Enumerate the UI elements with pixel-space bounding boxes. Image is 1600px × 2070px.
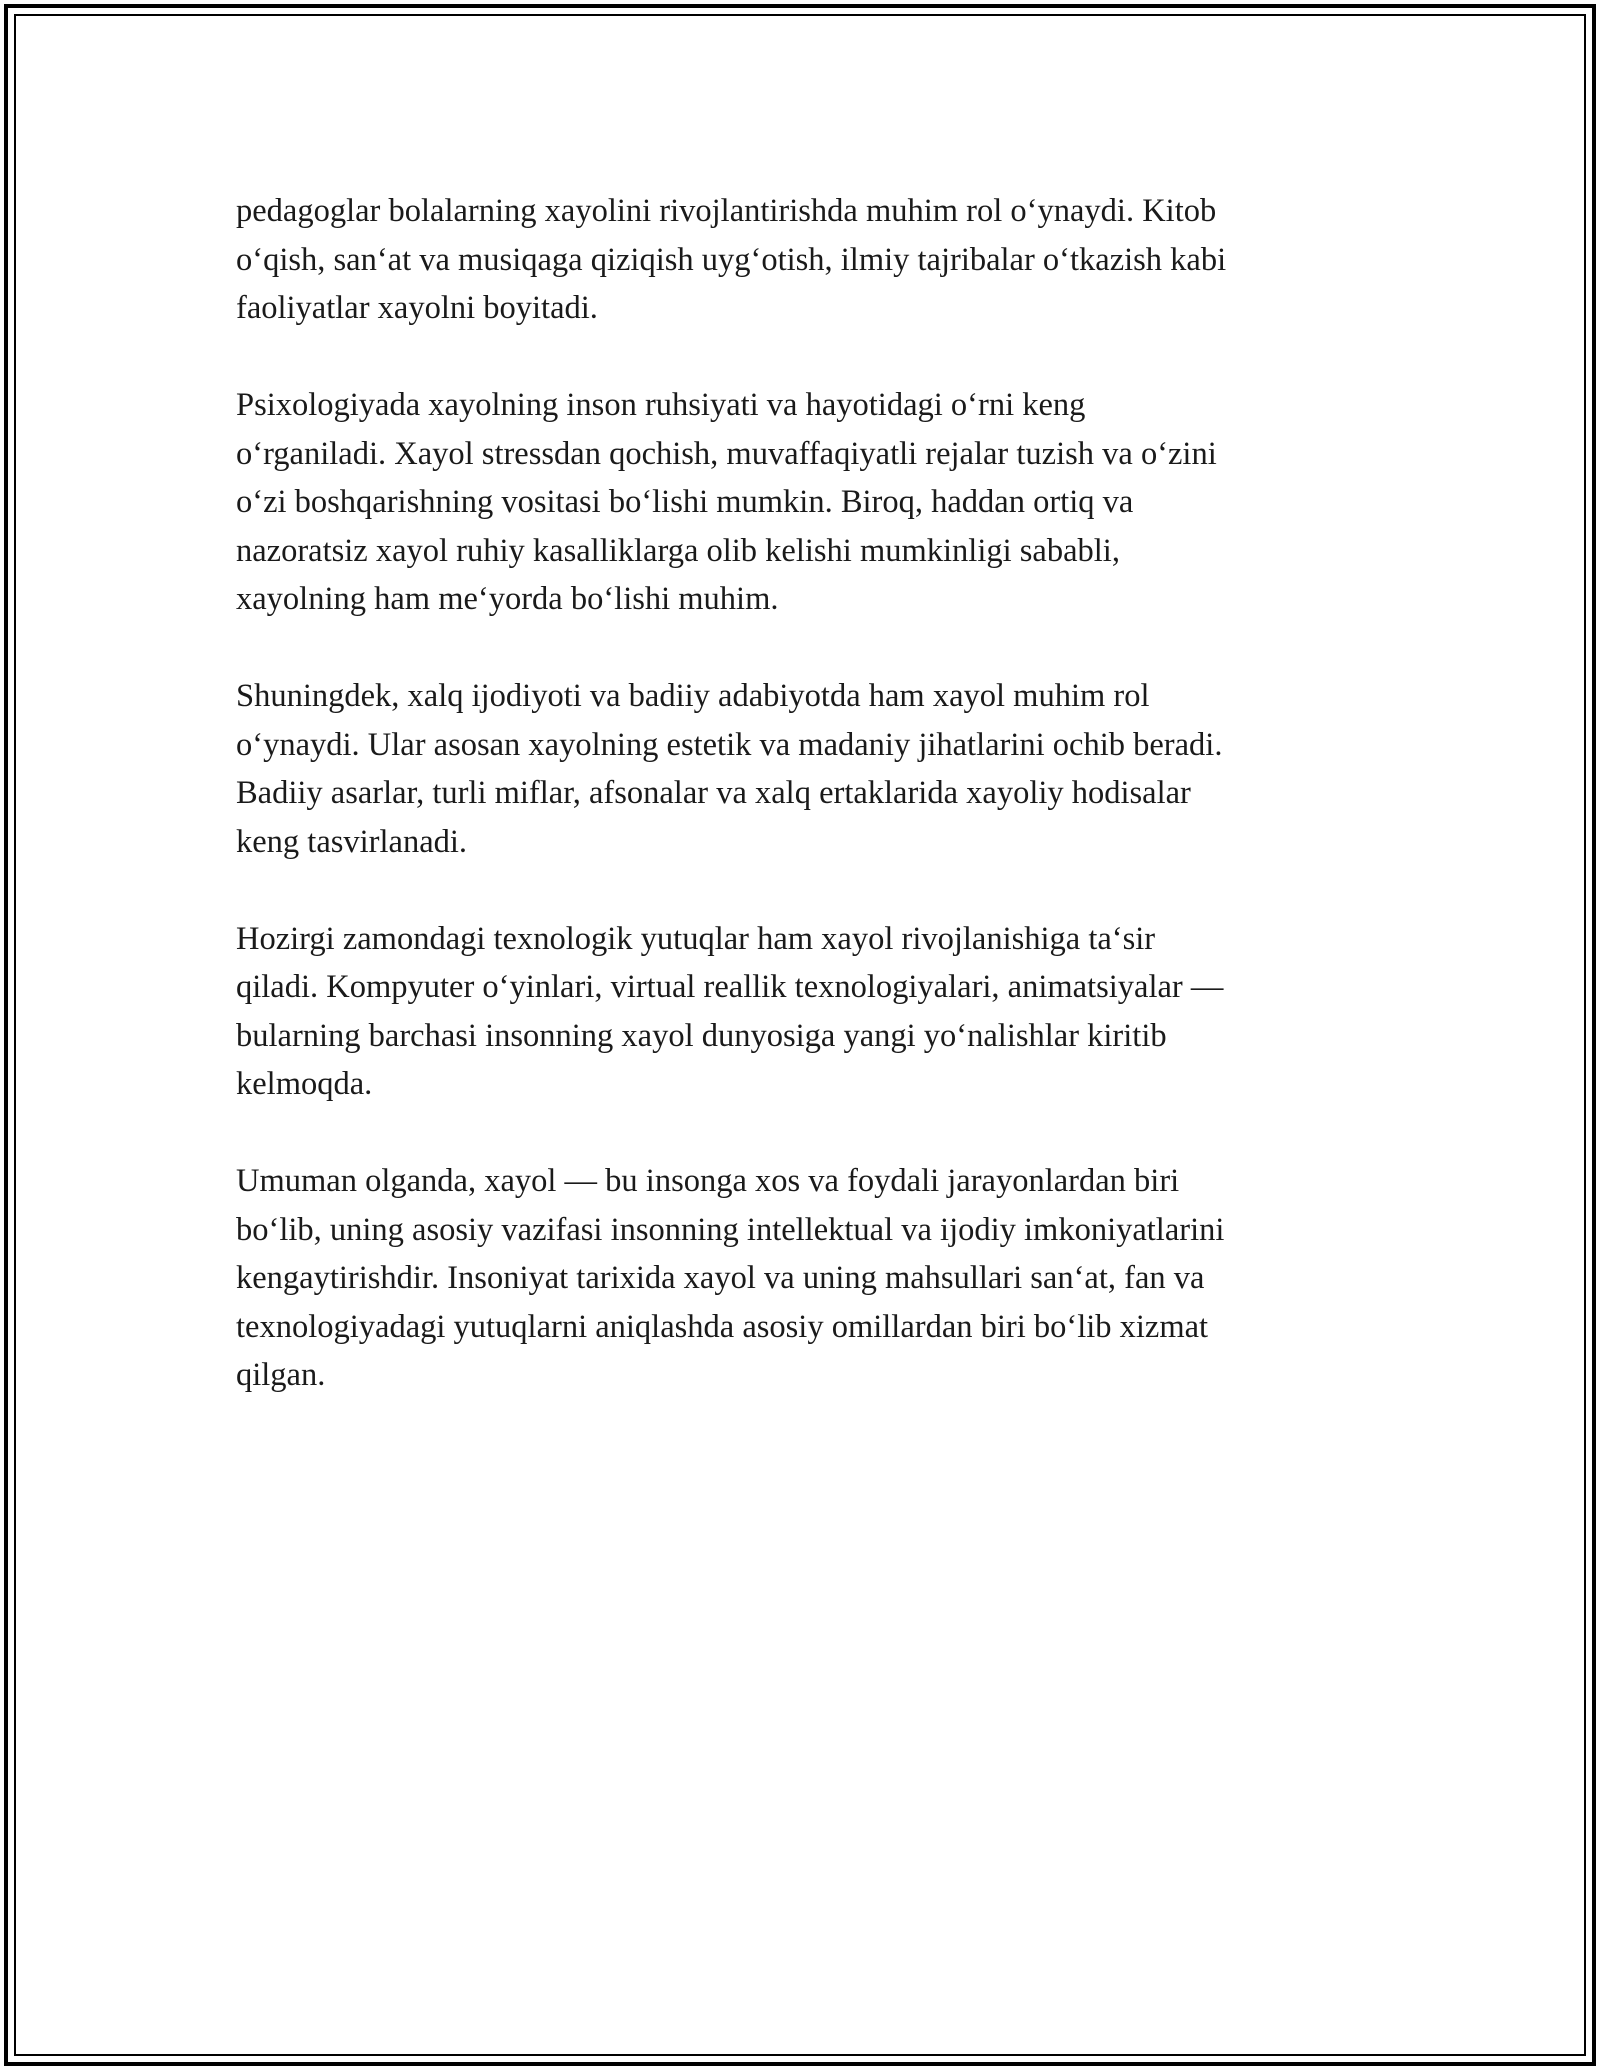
paragraph-1 xyxy=(236,187,1366,333)
text-line: Shuningdek, xalq ijodiyoti va badiiy adabiyotda ham xayol muhim rol xyxy=(236,678,1150,714)
text-line: o‘rganiladi. Xayol stressdan qochish, muvaffaqiyatli rejalar tuzish va o‘zini xyxy=(236,435,1217,472)
paragraph-3 xyxy=(236,672,1366,866)
text-line: xayolning ham me‘yorda bo‘lishi muhim. xyxy=(236,581,779,617)
text-line: bo‘lib, uning asosiy vazifasi insonning intellektual va ijodiy imkoniyatlarini xyxy=(236,1211,1225,1248)
text-line: texnologiyadagi yutuqlarni aniqlashda asosiy omillardan biri bo‘lib xizmat xyxy=(236,1308,1209,1345)
paragraph-5 xyxy=(236,1157,1366,1400)
text-line: kelmoqda. xyxy=(236,1066,373,1102)
text-line: qilgan. xyxy=(236,1357,326,1393)
text-line: Psixologiyada xayolning inson ruhsiyati va hayotidagi o‘rni keng xyxy=(236,387,1086,423)
text-line: nazoratsiz xayol ruhiy kasalliklarga olib kelishi mumkinligi sababli, xyxy=(236,532,1120,569)
text-line: Hozirgi zamondagi texnologik yutuqlar ham xayol rivojlanishiga ta‘sir xyxy=(236,920,1156,957)
document-body xyxy=(236,187,1366,1448)
text-line: o‘ynaydi. Ular asosan xayolning estetik va madaniy jihatlarini ochib beradi. xyxy=(236,726,1223,763)
paragraph-2 xyxy=(236,381,1366,624)
text-line: keng tasvirlanadi. xyxy=(236,823,468,860)
text-line: Badiiy asarlar, turli miflar, afsonalar va xalq ertaklarida xayoliy hodisalar xyxy=(236,775,1191,811)
text-line: qiladi. Kompyuter o‘yinlari, virtual reallik texnologiyalari, animatsiyalar — xyxy=(236,969,1224,1005)
text-line: faoliyatlar xayolni boyitadi. xyxy=(236,290,598,326)
text-line: o‘zi boshqarishning vositasi bo‘lishi mumkin. Biroq, haddan ortiq va xyxy=(236,484,1134,520)
paragraph-4 xyxy=(236,915,1366,1109)
text-line: pedagoglar bolalarning xayolini rivojlantirishda muhim rol o‘ynaydi. Kitob xyxy=(236,193,1217,229)
text-line: bularning barchasi insonning xayol dunyosiga yangi yo‘nalishlar kiritib xyxy=(236,1017,1167,1054)
text-line: kengaytirishdir. Insoniyat tarixida xayol va uning mahsullari san‘at, fan va xyxy=(236,1260,1205,1296)
text-line: Umuman olganda, xayol — bu insonga xos va foydali jarayonlardan biri xyxy=(236,1163,1180,1199)
text-line: o‘qish, san‘at va musiqaga qiziqish uyg‘otish, ilmiy tajribalar o‘tkazish kabi xyxy=(236,241,1227,278)
